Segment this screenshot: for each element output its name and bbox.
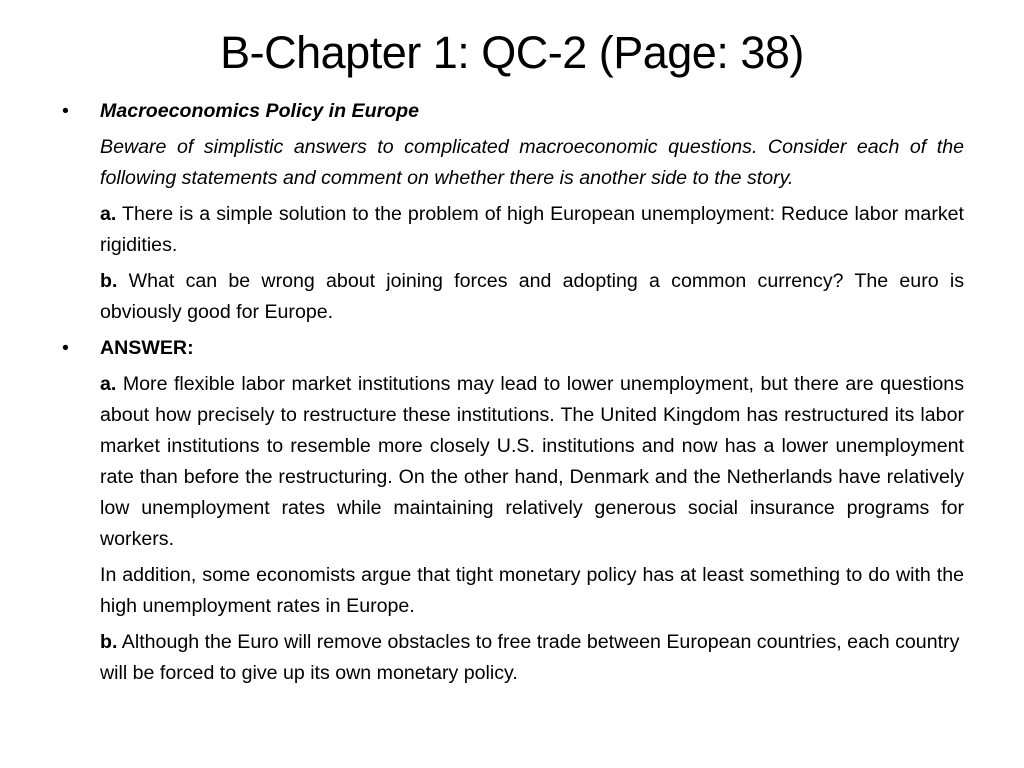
question-b <box>100 266 964 328</box>
answer-b-label: b. <box>100 631 118 653</box>
slide-content <box>62 96 964 694</box>
answer-addition: In addition, some economists argue that tight monetary policy has at least something to do with the high unemployment rates in Europe. <box>100 564 964 617</box>
answer-b <box>100 627 964 689</box>
question-b-label: b. <box>100 270 118 292</box>
bullet-icon: • <box>62 100 69 122</box>
question-a-label: a. <box>100 203 117 225</box>
bullet-answer <box>62 333 964 364</box>
bullet-question <box>62 96 964 127</box>
slide-title: B-Chapter 1: QC-2 (Page: 38) <box>220 27 804 78</box>
answer-a-text: More flexible labor market institutions may lead to lower unemployment, but there are questions about how precisely to restructure these institutions. The United Kingdom has restructured its labor market institutions to resemble more closely U.S. institutions and now has a lower unemployment rate than before the restructuring. On the other hand, Denmark and the Netherlands have relatively low unemployment rates while maintaining relatively generous social insurance programs for workers. <box>100 373 964 550</box>
question-heading: Macroeconomics Policy in Europe <box>100 100 420 122</box>
question-intro: Beware of simplistic answers to complicated macroeconomic questions. Consider each of the following statements and comment on whether there is another side to the story. <box>100 136 964 189</box>
bullet-icon: • <box>62 337 69 359</box>
answer-a <box>100 369 964 555</box>
answer-heading: ANSWER: <box>100 337 194 359</box>
answer-a-label: a. <box>100 373 117 395</box>
question-b-text: What can be wrong about joining forces and adopting a common currency? The euro is obviously good for Europe. <box>100 270 964 323</box>
answer-b-text: Although the Euro will remove obstacles to free trade between European countries, each country will be forced to give up its own monetary policy. <box>100 631 960 684</box>
question-a <box>100 199 964 261</box>
question-a-text: There is a simple solution to the problem of high European unemployment: Reduce labor market rigidities. <box>100 203 964 256</box>
